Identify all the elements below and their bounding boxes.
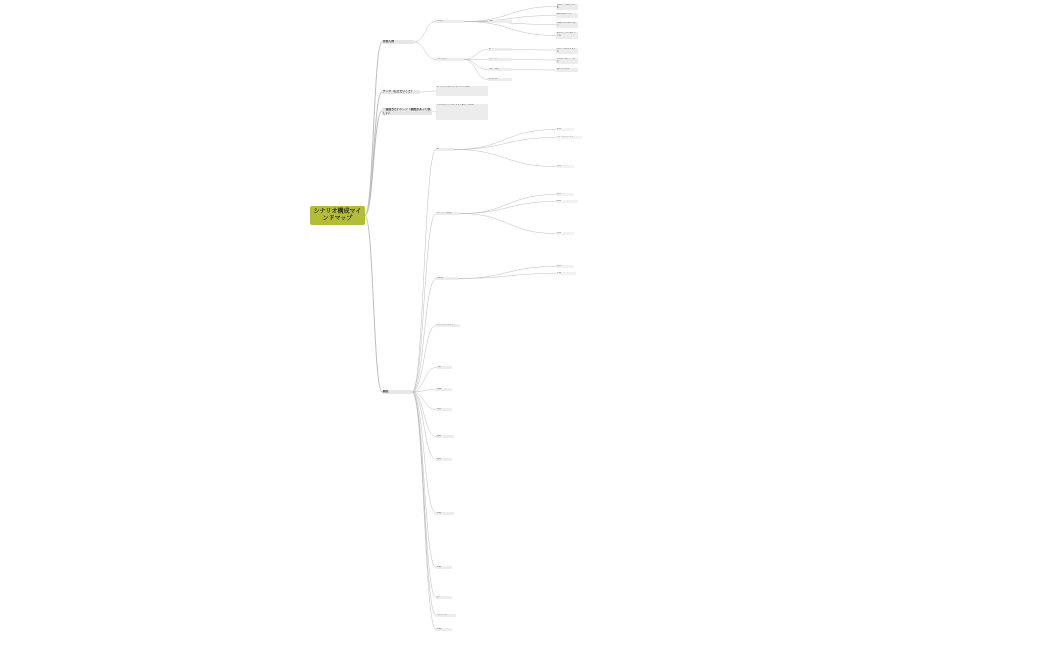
node-s4[interactable]: ターニングポイント xyxy=(436,324,460,327)
node-l1[interactable]: 主人公 xyxy=(436,20,464,23)
node-l7[interactable]: 夢を持てずに悩んでいる xyxy=(556,32,578,39)
connector-m4-s9 xyxy=(412,392,436,460)
connector-s3-b7 xyxy=(458,267,556,279)
connector-root-m1 xyxy=(365,42,382,216)
connector-m4-s2 xyxy=(412,214,436,393)
node-l6[interactable]: 周囲からの期待が重い xyxy=(556,22,578,28)
connector-s1-b3 xyxy=(454,150,556,167)
node-b1[interactable]: 場面 xyxy=(556,128,574,131)
connector-s3-b8 xyxy=(458,274,556,279)
connector-m4-s12 xyxy=(412,392,436,598)
node-s7[interactable]: 別れ xyxy=(436,408,452,411)
root-node[interactable]: シナリオ構成マインドマップ xyxy=(310,206,365,225)
node-l3[interactable]: 性格 xyxy=(488,20,512,23)
connector-s2-b6 xyxy=(460,214,556,234)
node-s12[interactable]: 結 xyxy=(436,596,452,599)
node-l5[interactable]: 感情表現が苦手 xyxy=(556,13,578,18)
connector-s2-b4 xyxy=(460,195,556,214)
node-s9[interactable]: 転機 xyxy=(436,458,452,461)
node-l15[interactable]: 本当の自分を見つけることの大切さ xyxy=(436,86,488,96)
node-b7[interactable]: 会話 xyxy=(556,265,574,268)
connector-s1-b1 xyxy=(454,130,556,150)
connector-m4-s3 xyxy=(412,279,436,393)
node-s1[interactable]: 起 xyxy=(436,148,454,151)
connector-m4-s1 xyxy=(412,150,436,393)
connector-m4-s11 xyxy=(412,392,436,568)
node-s11[interactable]: 和解 xyxy=(436,566,452,569)
connector-l2-l8 xyxy=(464,50,488,60)
node-b3[interactable]: 内容 xyxy=(556,165,574,168)
connector-l2-l11 xyxy=(464,60,488,80)
node-l10[interactable]: 先輩・恩人 xyxy=(488,68,512,71)
node-s8[interactable]: 決意 xyxy=(436,435,454,438)
connector-s2-b5 xyxy=(460,202,556,214)
node-m1[interactable]: 登場人物 xyxy=(382,40,414,44)
connector-m4-s14 xyxy=(412,392,436,630)
node-s13[interactable]: エピローグ xyxy=(436,614,456,617)
connector-m2-l15 xyxy=(420,91,436,92)
connector-m1-l2 xyxy=(414,42,436,60)
node-m3[interactable]: 一番描きたいシーン（構想があって欲しい） xyxy=(382,108,431,115)
node-b6[interactable]: 人物 xyxy=(556,232,574,235)
node-l16[interactable]: 主人公が自分の気持ちを言葉にする場面 xyxy=(436,104,488,120)
node-s2[interactable]: ストーリー展開 xyxy=(436,212,460,215)
node-s14[interactable]: 余韻 xyxy=(436,628,452,631)
connector-l8-l12 xyxy=(512,50,556,51)
connector-l9-l13 xyxy=(512,60,556,61)
node-l2[interactable]: サブキャラ xyxy=(436,58,464,61)
connector-l2-l10 xyxy=(464,60,488,70)
node-l9[interactable]: ライバル xyxy=(488,58,512,61)
node-l13[interactable]: 主人公と競い合う存在 xyxy=(556,58,578,64)
node-s5[interactable]: 日常 xyxy=(436,366,452,369)
connector-l10-l14 xyxy=(512,70,556,71)
node-s10[interactable]: 試練 xyxy=(436,512,454,515)
node-l4[interactable]: 高校生・真面目な性格 xyxy=(556,4,578,10)
node-l12[interactable]: 明るく主人公を支える xyxy=(556,48,578,54)
node-l14[interactable]: 道を示す人物 xyxy=(556,68,578,72)
node-s3[interactable]: 出来事 xyxy=(436,277,458,280)
node-l11[interactable]: 幼なじみ xyxy=(488,78,512,81)
node-b4[interactable]: 場所 xyxy=(556,193,574,196)
node-b8[interactable]: 伏線 xyxy=(556,272,576,275)
node-b5[interactable]: 時間 xyxy=(556,200,578,203)
connector-root-m4 xyxy=(365,216,382,393)
node-b2[interactable]: シチュエーション xyxy=(556,136,582,139)
node-s6[interactable]: 葛藤 xyxy=(436,388,452,391)
node-m2[interactable]: テーマ（伝えたいこと） xyxy=(382,90,420,94)
node-l8[interactable]: 友 xyxy=(488,48,512,51)
connector-root-m2 xyxy=(365,92,382,216)
connector-m1-l1 xyxy=(414,22,436,43)
connector-l1-l7 xyxy=(464,22,556,36)
node-m4[interactable]: 構成 xyxy=(382,390,412,394)
